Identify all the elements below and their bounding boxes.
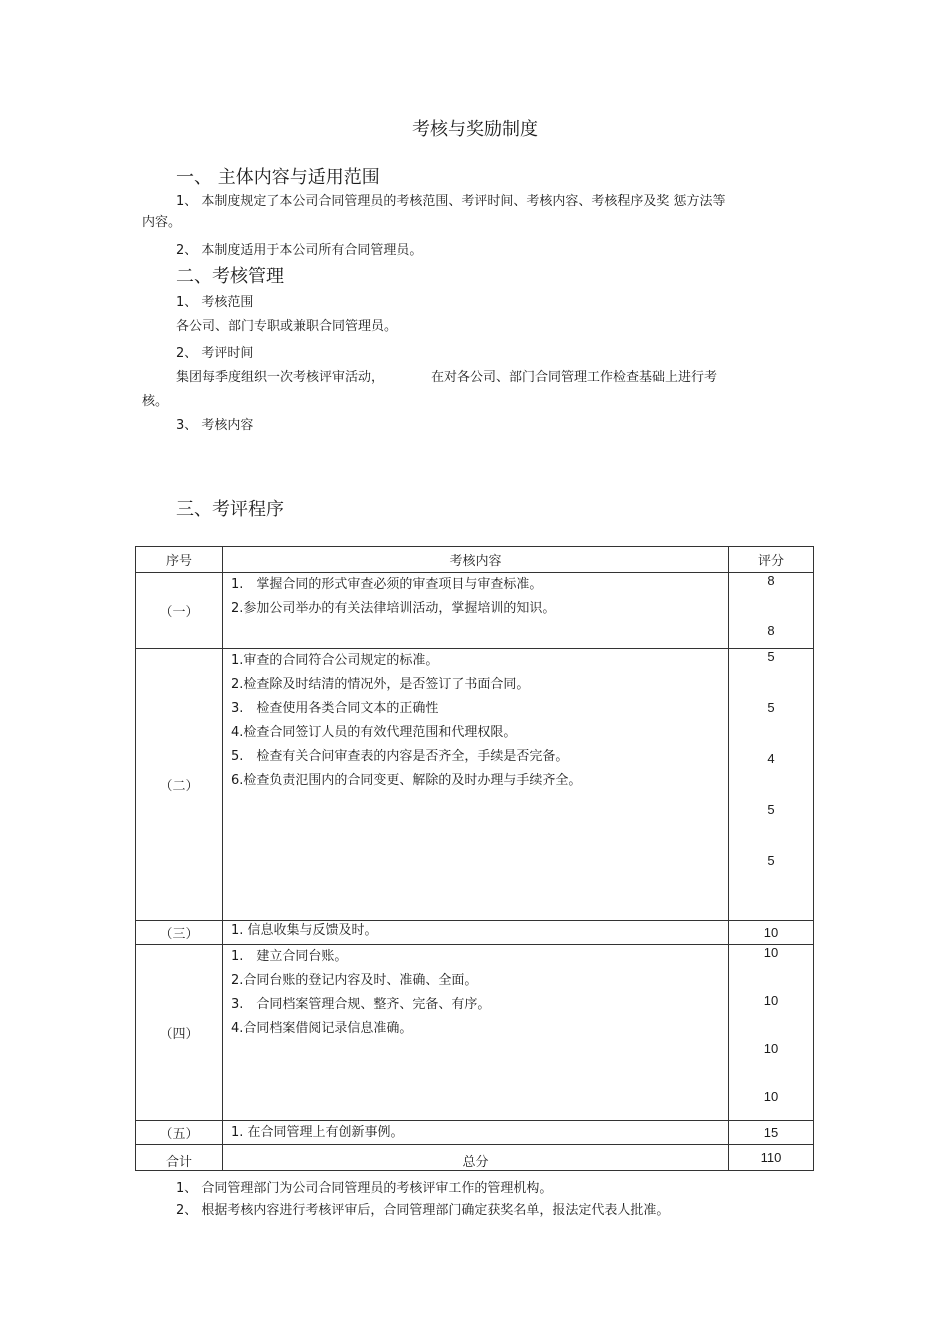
score-value: 5 <box>767 700 775 715</box>
item-line: 5. 检查有关合问审查表的内容是否齐全，手续是否完备。 <box>231 749 569 764</box>
row-number: （三） <box>136 921 223 945</box>
item-line: 4.合同档案借阅记录信息准确。 <box>231 1021 413 1036</box>
item-line: 2.检查除及时结清的情况外，是否签订了书面合同。 <box>231 677 530 692</box>
row-number: （一） <box>136 573 223 649</box>
row-scores <box>729 945 814 1121</box>
item-line: 6.检查负责氾围内的合同变更、解除的及时办理与手续齐全。 <box>231 773 582 788</box>
score-value: 10 <box>763 1041 779 1056</box>
footer-note-2: 2、 根据考核内容进行考核评审后，合同管理部门确定获奖名单，报法定代表人批准。 <box>176 1203 670 1218</box>
row-scores <box>729 649 814 921</box>
section2-item2: 2、 考评时间 <box>176 346 254 361</box>
section1-para1-line2: 内容。 <box>142 215 182 230</box>
section3-heading: 三、考评程序 <box>176 499 284 520</box>
row-content <box>223 573 729 649</box>
row-scores <box>729 573 814 649</box>
score-value: 15 <box>763 1125 779 1140</box>
row-number: （五） <box>136 1121 223 1145</box>
header-no: 序号 <box>136 547 223 573</box>
section2-item2-text-a: 集团每季度组织一次考核评审活动， <box>176 370 385 385</box>
section2-item2-text-b: 在对各公司、部门合同管理工作检查基础上进行考 <box>431 370 718 385</box>
header-score: 评分 <box>729 547 814 573</box>
score-value: 8 <box>767 573 775 588</box>
row-scores <box>729 921 814 945</box>
section2-heading: 二、考核管理 <box>176 266 284 287</box>
row-number: （四） <box>136 945 223 1121</box>
section2-item3: 3、 考核内容 <box>176 418 254 433</box>
score-value: 10 <box>763 945 779 960</box>
item-line: 3. 合同档案管理合规、整齐、完备、有序。 <box>231 997 491 1012</box>
score-value: 5 <box>767 649 775 664</box>
item-line: 3. 检查使用各类合同文本的正确性 <box>231 701 439 716</box>
table-row <box>136 945 814 1121</box>
header-content: 考核内容 <box>223 547 729 573</box>
table-row <box>136 649 814 921</box>
score-value: 10 <box>763 1089 779 1104</box>
section2-item1: 1、 考核范围 <box>176 295 254 310</box>
section2-item1-text: 各公司、部门专职或兼职合同管理员。 <box>176 319 398 334</box>
item-line: 1. 在合同管理上有创新事例。 <box>231 1124 404 1140</box>
item-line: 4.检查合同签订人员的有效代理范围和代理权限。 <box>231 725 517 740</box>
table-row <box>136 1121 814 1145</box>
row-content <box>223 945 729 1121</box>
footer-note-1: 1、 合同管理部门为公司合同管理员的考核评审工作的管理机构。 <box>176 1181 553 1196</box>
item-line: 1. 信息收集与反馈及时。 <box>231 923 378 938</box>
item-line: 1. 建立合同台账。 <box>231 949 348 964</box>
score-value: 8 <box>767 623 775 638</box>
score-value: 4 <box>767 751 775 766</box>
score-value: 10 <box>763 993 779 1008</box>
row-number: （二） <box>136 649 223 921</box>
row-content <box>223 1121 729 1145</box>
table-row <box>136 921 814 945</box>
section1-heading: 一、 主体内容与适用范围 <box>176 167 380 188</box>
row-content <box>223 649 729 921</box>
item-line: 2.参加公司举办的有关法律培训活动，掌握培训的知识。 <box>231 601 556 616</box>
row-content <box>223 921 729 945</box>
row-scores <box>729 1121 814 1145</box>
total-label: 合计 <box>136 1145 223 1171</box>
table-row <box>136 573 814 649</box>
item-line: 2.合同台账的登记内容及时、准确、全面。 <box>231 973 478 988</box>
section2-item2-text-c: 核。 <box>142 394 169 409</box>
table-total-row <box>136 1145 814 1171</box>
section1-para2: 2、 本制度适用于本公司所有合同管理员。 <box>176 243 423 258</box>
total-content: 总分 <box>223 1145 729 1171</box>
table-header-row <box>136 547 814 573</box>
total-score: 110 <box>729 1145 814 1171</box>
score-value: 5 <box>767 853 775 868</box>
item-line: 1.审查的合同符合公司规定的标准。 <box>231 653 439 668</box>
evaluation-table <box>135 546 814 1171</box>
document-title: 考核与奖励制度 <box>412 119 538 140</box>
score-value: 10 <box>763 925 779 940</box>
score-value: 5 <box>767 802 775 817</box>
section1-para1-line1: 1、 本制度规定了本公司合同管理员的考核范围、考评时间、考核内容、考核程序及奖 惩方法等 <box>176 194 726 209</box>
item-line: 1. 掌握合同的形式审查必须的审查项目与审查标准。 <box>231 577 543 592</box>
